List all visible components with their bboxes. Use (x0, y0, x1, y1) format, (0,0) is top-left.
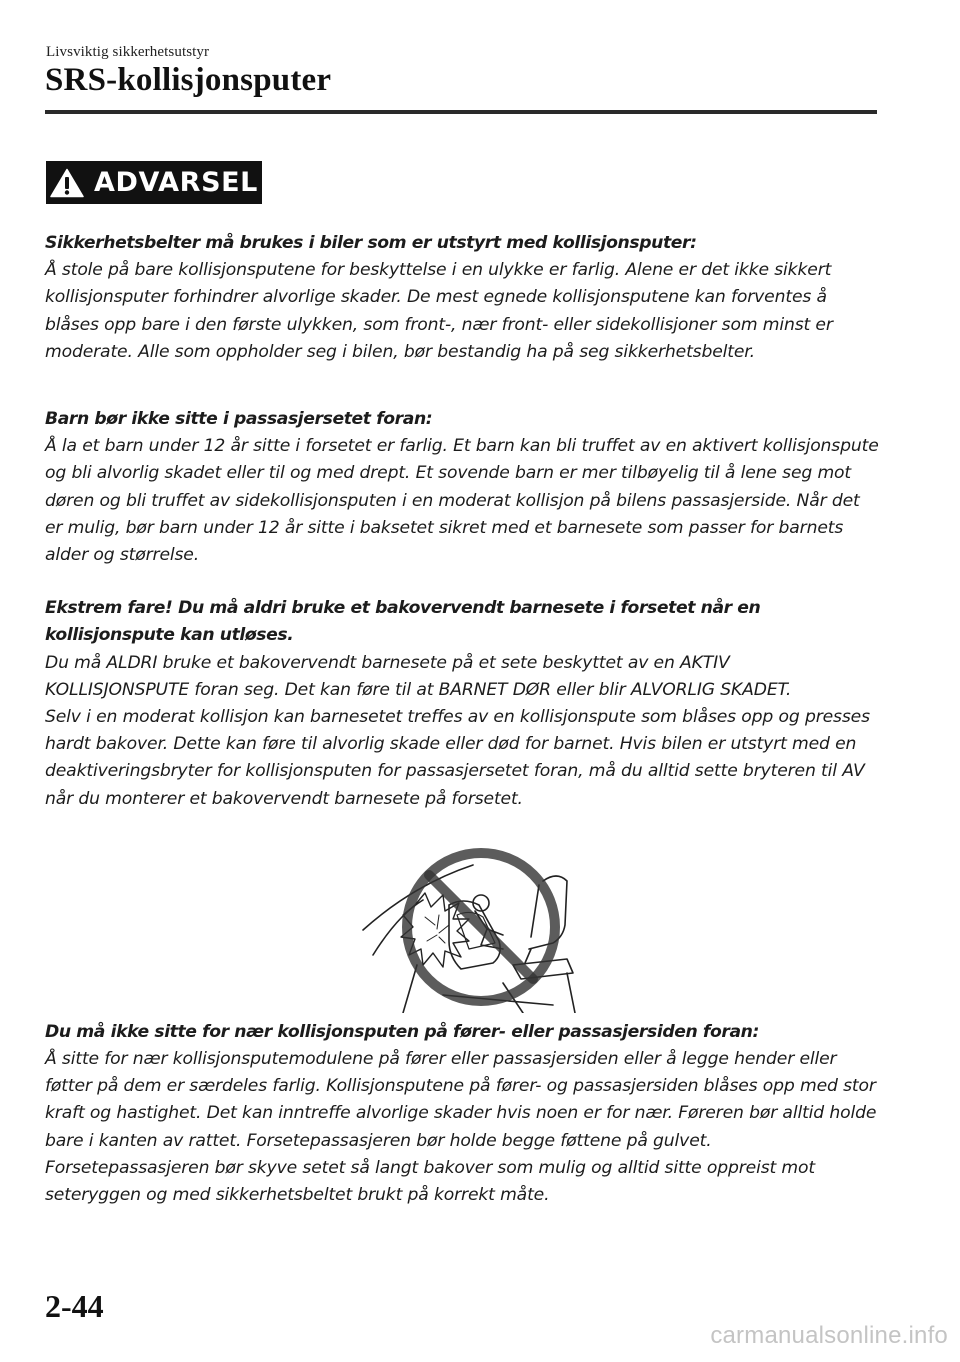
page-title: SRS-kollisjonsputer (45, 62, 332, 98)
page-number: 2-44 (45, 1288, 104, 1324)
block-body-line: Du må ALDRI bruke et bakovervendt barnesete på et sete beskyttet av en AKTIV (45, 652, 730, 673)
title-rule (45, 110, 877, 114)
block-heading: Du må ikke sitte for nær kollisjonsputen på fører- eller passasjersiden foran: (45, 1021, 759, 1042)
warning-block-seatbelts (45, 230, 880, 366)
warning-block-children (45, 406, 880, 569)
figure (45, 845, 880, 1013)
section-label: Livsviktig sikkerhetsutstyr (46, 44, 210, 60)
warning-block-distance (45, 1019, 880, 1209)
exclamation-triangle-icon (50, 168, 84, 198)
block-body: Å la et barn under 12 år sitte i forsetet er farlig. Et barn kan bli truffet av en aktivert kollisjonspute og bli alvorlig skadet eller til og med drept. Et sovende barn er mer tilbøyelig til å lene seg mot døren og bli truffet av sidekollisjonsputen i en moderat kollisjon på bilens passasjerside. Når det er mulig, bør barn under 12 år sitte i baksetet sikret med et barnesete som passer for barnets alder og størrelse. (45, 436, 879, 566)
block-heading: Barn bør ikke sitte i passasjersetet foran: (45, 409, 433, 430)
block-body-line: Selv i en moderat kollisjon kan barnesetet treffes av en kollisjonspute som blåses opp og presses hardt bakover. Dette kan føre til alvorlig skade eller død for barnet. Hvis bilen er utstyrt med en deaktiveringsbryter for kollisjonsputen for passasjersetet foran, må du alltid sette bryteren til AV når du monterer et bakovervendt barnesete på forsetet. (45, 707, 870, 809)
warning-label: ADVARSEL (94, 167, 258, 198)
warning-badge (46, 161, 262, 204)
block-body: Å sitte for nær kollisjonsputemodulene på fører eller passasjersiden eller å legge hender eller føtter på dem er særdeles farlig. Kollisjonsputene på fører- og passasjersiden blåses opp med stor kraft og hastighet. Det kan inntreffe alvorlige skader hvis noen er for nær. Føreren bør alltid holde bare i kanten av rattet. Forsetepassasjeren bør holde begge føttene på gulvet. Forsetepassasjeren bør skyve setet så langt bakover som mulig og alltid sitte oppreist mot seteryggen og med sikkerhetsbeltet brukt på korrekt måte. (45, 1049, 877, 1206)
watermark: carmanualsonline.info (710, 1322, 948, 1349)
block-heading: Sikkerhetsbelter må brukes i biler som er utstyrt med kollisjonsputer: (45, 233, 697, 253)
warning-block-rear-facing-seat (45, 595, 880, 813)
block-body-line: KOLLISJONSPUTE foran seg. Det kan føre til at BARNET DØR eller blir ALVORLIG SKADET. (45, 679, 792, 700)
block-body: Å stole på bare kollisjonsputene for beskyttelse i en ulykke er farlig. Alene er det ikke sikkert kollisjonsputer forhindrer alvorlige skader. De mest egnede kollisjonsputene kan forventes å blåses opp bare i den første ulykken, som front-, nær front- eller sidekollisjoner som minst er moderate. Alle som oppholder seg i bilen, bør bestandig ha på seg sikkerhetsbelter. (45, 260, 833, 362)
warning-content (45, 230, 880, 1209)
prohibited-rear-facing-child-seat-illustration (353, 845, 603, 1013)
block-heading: Ekstrem fare! Du må aldri bruke et bakovervendt barnesete i forsetet når en kollisjonspute kan utløses. (45, 598, 761, 646)
